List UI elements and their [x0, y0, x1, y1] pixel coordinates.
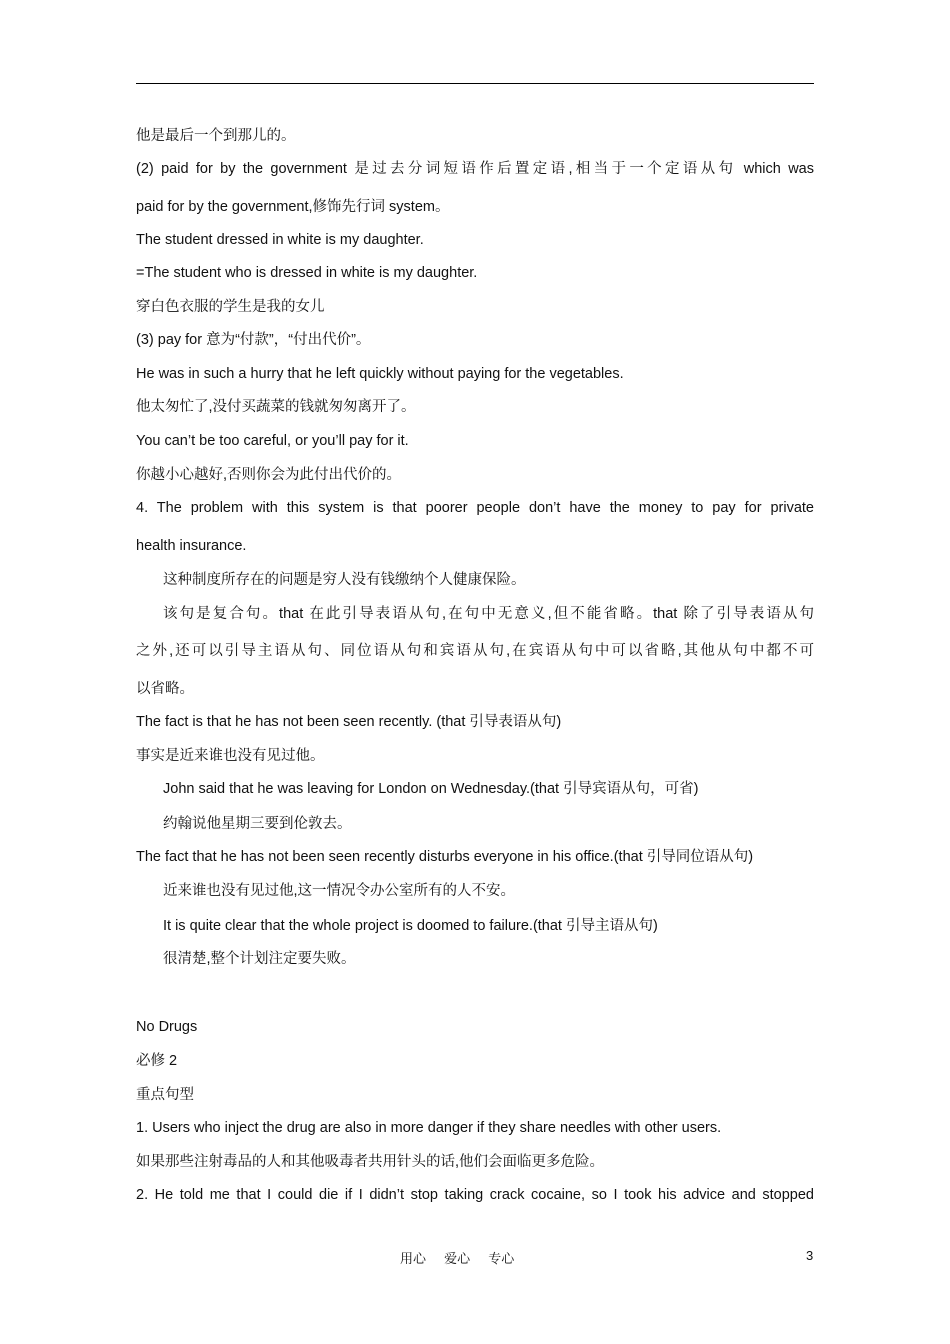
text-line: 他是最后一个到那儿的。 [136, 128, 296, 144]
text-line: 穿白色衣服的学生是我的女儿 [136, 299, 325, 315]
section-heading: 重点句型 [136, 1087, 194, 1103]
text-line: It is quite clear that the whole project is doomed to failure.(that 引导主语从句) [163, 918, 658, 934]
text-line: (3) pay for 意为“付款”，“付出代价”。 [136, 332, 371, 348]
text-line: 这种制度所存在的问题是穷人没有钱缴纳个人健康保险。 [163, 572, 526, 588]
text-line: John said that he was leaving for London on Wednesday.(that 引导宾语从句，可省) [163, 781, 699, 797]
text-line: =The student who is dressed in white is my daughter. [136, 265, 478, 281]
text-line: paid for by the government,修饰先行词 system。 [136, 199, 450, 215]
text-line: 事实是近来谁也没有见过他。 [136, 748, 325, 764]
text-line: 之外,还可以引导主语从句、同位语从句和宾语从句,在宾语从句中可以省略,其他从句中都不可 [136, 643, 814, 659]
text-line: The student dressed in white is my daughter. [136, 232, 424, 248]
text-line: 很清楚,整个计划注定要失败。 [163, 951, 356, 967]
text-line: 如果那些注射毒品的人和其他吸毒者共用针头的话,他们会面临更多危险。 [136, 1154, 605, 1170]
text-line: 4. The problem with this system is that poorer people don’t have the money to pay for private [136, 500, 814, 516]
text-line: 以省略。 [136, 681, 194, 697]
header-rule [136, 83, 814, 84]
text-line: 1. Users who inject the drug are also in more danger if they share needles with other users. [136, 1120, 722, 1136]
text-line: 必修 2 [136, 1053, 178, 1069]
text-line: He was in such a hurry that he left quickly without paying for the vegetables. [136, 366, 624, 382]
text-line: health insurance. [136, 538, 247, 554]
page-number: 3 [806, 1248, 814, 1263]
text-line: 近来谁也没有见过他,这一情况令办公室所有的人不安。 [163, 883, 516, 899]
text-line: You can’t be too careful, or you’ll pay for it. [136, 433, 409, 449]
text-line: 2. He told me that I could die if I didn’t stop taking crack cocaine, so I took his advice and stopped [136, 1187, 814, 1203]
page-footer [0, 1248, 950, 1268]
text-line: The fact that he has not been seen recently disturbs everyone in his office.(that 引导同位语从句) [136, 849, 754, 865]
section-title: No Drugs [136, 1019, 198, 1035]
text-line: 你越小心越好,否则你会为此付出代价的。 [136, 467, 402, 483]
text-line: 该句是复合句。that 在此引导表语从句,在句中无意义,但不能省略。that 除了引导表语从句 [163, 606, 814, 622]
text-line: The fact is that he has not been seen recently. (that 引导表语从句) [136, 714, 562, 730]
text-line: (2) paid for by the government 是过去分词短语作后置定语,相当于一个定语从句 which was [136, 161, 814, 177]
footer-motto: 用心 爱心 专心 [400, 1252, 515, 1267]
text-line: 约翰说他星期三要到伦敦去。 [163, 816, 352, 832]
text-line: 他太匆忙了,没付买蔬菜的钱就匆匆离开了。 [136, 399, 416, 415]
